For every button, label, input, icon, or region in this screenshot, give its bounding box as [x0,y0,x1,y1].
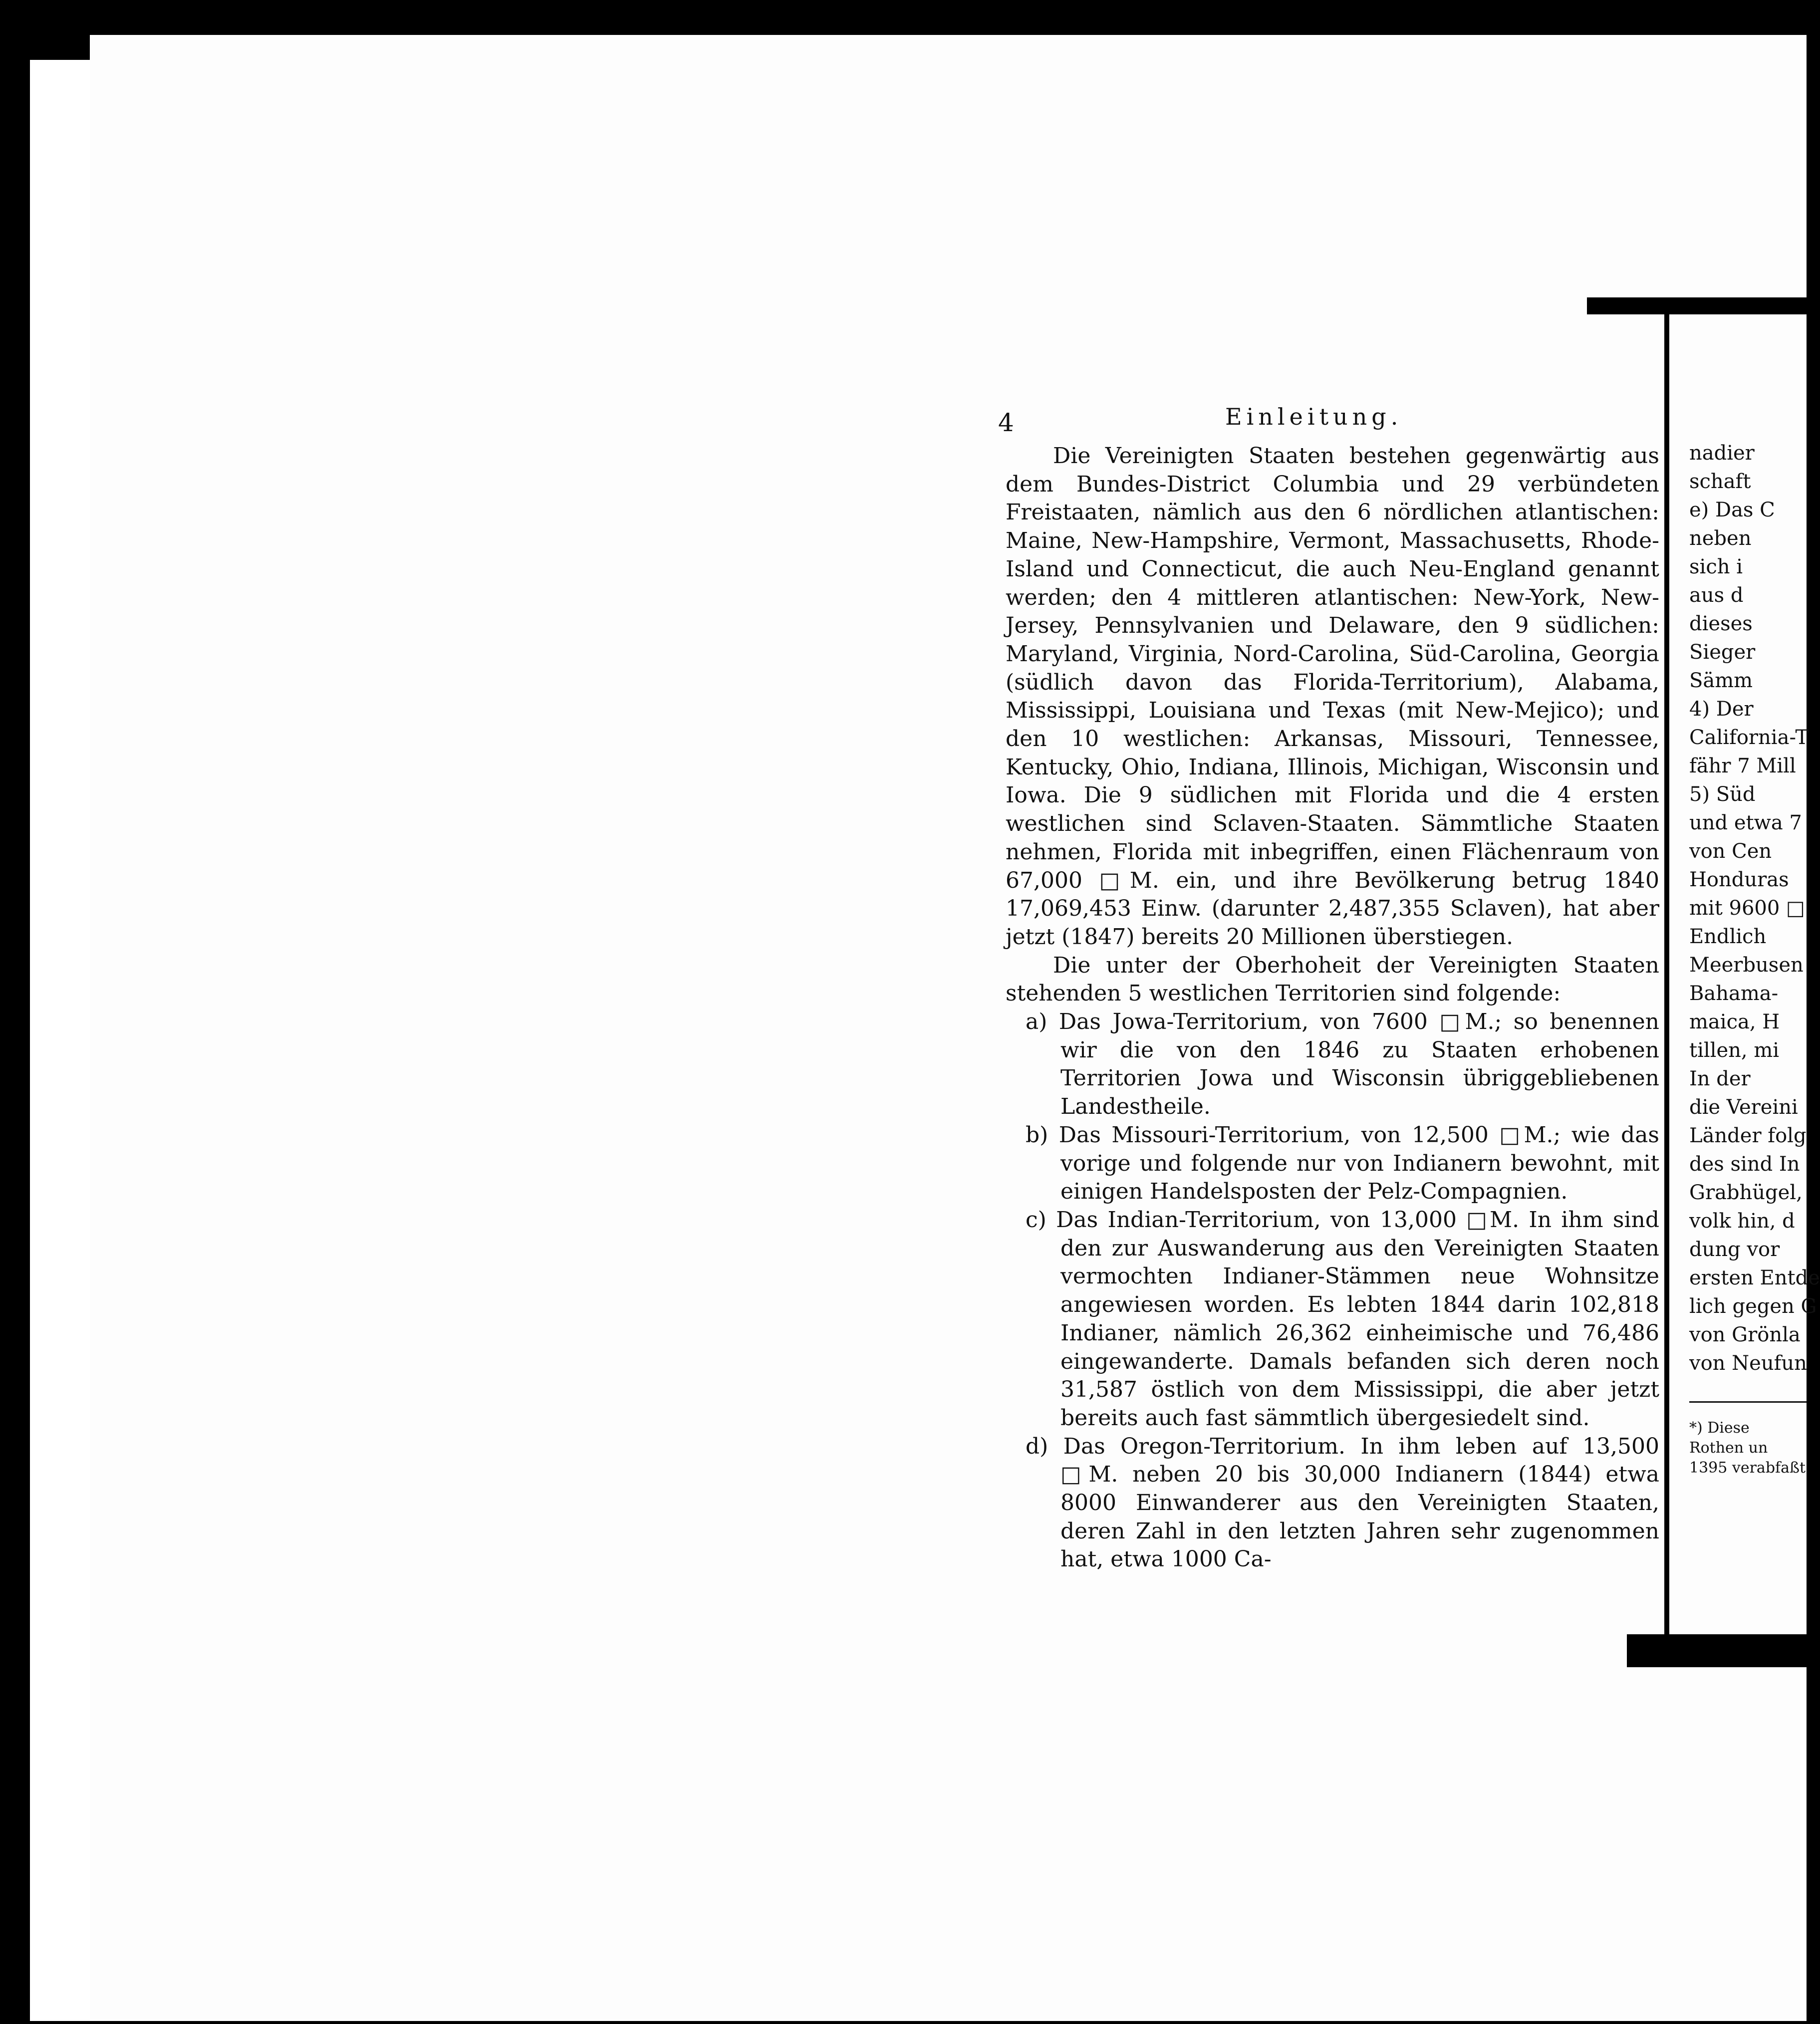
footnote-line: 1395 verabfaßt [1689,1459,1806,1477]
paragraph-1: Die Vereinigten Staaten bestehen gegenwärtig aus dem Bundes-District Columbia und 29 verbündeten Freistaaten, nämlich aus den 6 nördlichen atlantischen: Maine, New-Hampshire, Vermont, Massachusetts, Rhode-Island und Connecticut, die auch Neu-England genannt werden; den 4 mittleren atlantischen: New-York, New-Jersey, Pennsylvanien und Delaware, den 9 südlichen: Maryland, Virginia, Nord-Carolina, Süd-Carolina, Georgia (südlich davon das Florida-Territorium), Alabama, Mississippi, Louisiana und Texas (mit New-Mejico); und den 10 westlichen: Arkansas, Missouri, Tennessee, Kentucky, Ohio, Indiana, Illinois, Michigan, Wisconsin und Iowa. Die 9 südlichen mit Florida und die 4 ersten westlichen sind Sclaven-Staaten. Sämmtliche Staaten nehmen, Florida mit inbegriffen, einen Flächenraum von 67,000 □M. ein, und ihre Bevölkerung betrug 1840 17,069,453 Einw. (darunter 2,487,355 Sclaven), hat aber jetzt (1847) bereits 20 Millionen überstiegen. [1006,443,1659,950]
scan-top-border [0,0,1807,35]
adjacent-line: dung vor [1689,1238,1780,1261]
adjacent-line: Bahama- [1689,982,1779,1005]
list-item-b: b) Das Missouri-Territorium, von 12,500 □M.; wie das vorige und folgende nur von Indianern bewohnt, mit einigen Handelsposten der Pelz-Compagnien. [1026,1122,1659,1205]
book-frame-bottom [1627,1634,1807,1667]
adjacent-line: sich i [1689,555,1743,578]
adjacent-line: 5) Süd [1689,783,1756,806]
list-item-d: d) Das Oregon-Territorium. In ihm leben auf 13,500 □M. neben 20 bis 30,000 Indianern (1844) etwa 8000 Einwanderer aus den Vereinigten Staaten, deren Zahl in den letzten Jahren sehr zugenommen hat, etwa 1000 Ca- [1026,1433,1659,1572]
adjacent-line: von Cen [1689,840,1772,863]
book-frame-top [1587,297,1807,314]
adjacent-page-text [1689,439,1820,1427]
adjacent-line: aus d [1689,584,1744,607]
adjacent-line: von Grönla [1689,1323,1801,1346]
list-item-c: c) Das Indian-Territorium, von 13,000 □M. In ihm sind den zur Auswanderung aus den Vereinigten Staaten vermochten Indianer-Stämmen neue Wohnsitze angewiesen worden. Es lebten 1844 darin 102,818 Indianer, nämlich 26,362 einheimische und 76,486 eingewanderte. Damals befanden sich deren noch 31,587 östlich von dem Mississippi, die aber jetzt bereits auch fast sämmtlich übergesiedelt sind. [1026,1207,1659,1431]
running-head: Einleitung. [1225,403,1403,430]
adjacent-line: von Neufun [1689,1352,1807,1375]
book-frame-left [1664,314,1669,1667]
adjacent-line: In der [1689,1067,1751,1090]
scan-left-margin [30,60,90,2021]
page-number: 4 [998,408,1014,437]
adjacent-line: des sind In [1689,1153,1800,1176]
adjacent-line: Sämm [1689,669,1753,692]
footnote-line: *) Diese [1689,1419,1750,1437]
footnote-line: Rothen un [1689,1439,1768,1457]
adjacent-line: die Vereini [1689,1096,1798,1119]
adjacent-line: e) Das C [1689,499,1775,521]
adjacent-line: Honduras [1689,868,1789,891]
adjacent-line: Sieger [1689,641,1756,664]
adjacent-line: lich gegen G [1689,1295,1817,1318]
list-item-a: a) Das Jowa-Territorium, von 7600 □M.; so benennen wir die von den 1846 zu Staaten erhobenen Territorien Jowa und Wisconsin übriggebliebenen Landestheile. [1026,1009,1659,1120]
adjacent-line: mit 9600 □ [1689,897,1805,920]
adjacent-line: Grabhügel, [1689,1181,1803,1204]
adjacent-line: nadier [1689,442,1755,465]
paragraph-2: Die unter der Oberhoheit der Vereinigten Staaten stehenden 5 westlichen Territorien sind folgende: [1006,952,1659,1007]
adjacent-line: maica, H [1689,1011,1780,1033]
adjacent-line: Endlich [1689,925,1767,948]
adjacent-line: Meerbusen [1689,954,1804,977]
adjacent-line: ersten Entde [1689,1266,1820,1289]
adjacent-line: California-T [1689,726,1809,749]
adjacent-line: neben [1689,527,1752,550]
main-text-column [1006,442,1659,1574]
footnote-divider [1689,1401,1807,1403]
adjacent-line: dieses [1689,612,1753,635]
adjacent-line: tillen, mi [1689,1039,1780,1062]
adjacent-footnote [1689,1418,1807,1478]
adjacent-line: schaft [1689,470,1751,493]
adjacent-line: 4) Der [1689,698,1754,721]
adjacent-line: Länder folg [1689,1124,1807,1147]
adjacent-line: volk hin, d [1689,1210,1795,1233]
adjacent-line: und etwa 7 [1689,811,1802,834]
adjacent-line: fähr 7 Mill [1689,755,1796,777]
